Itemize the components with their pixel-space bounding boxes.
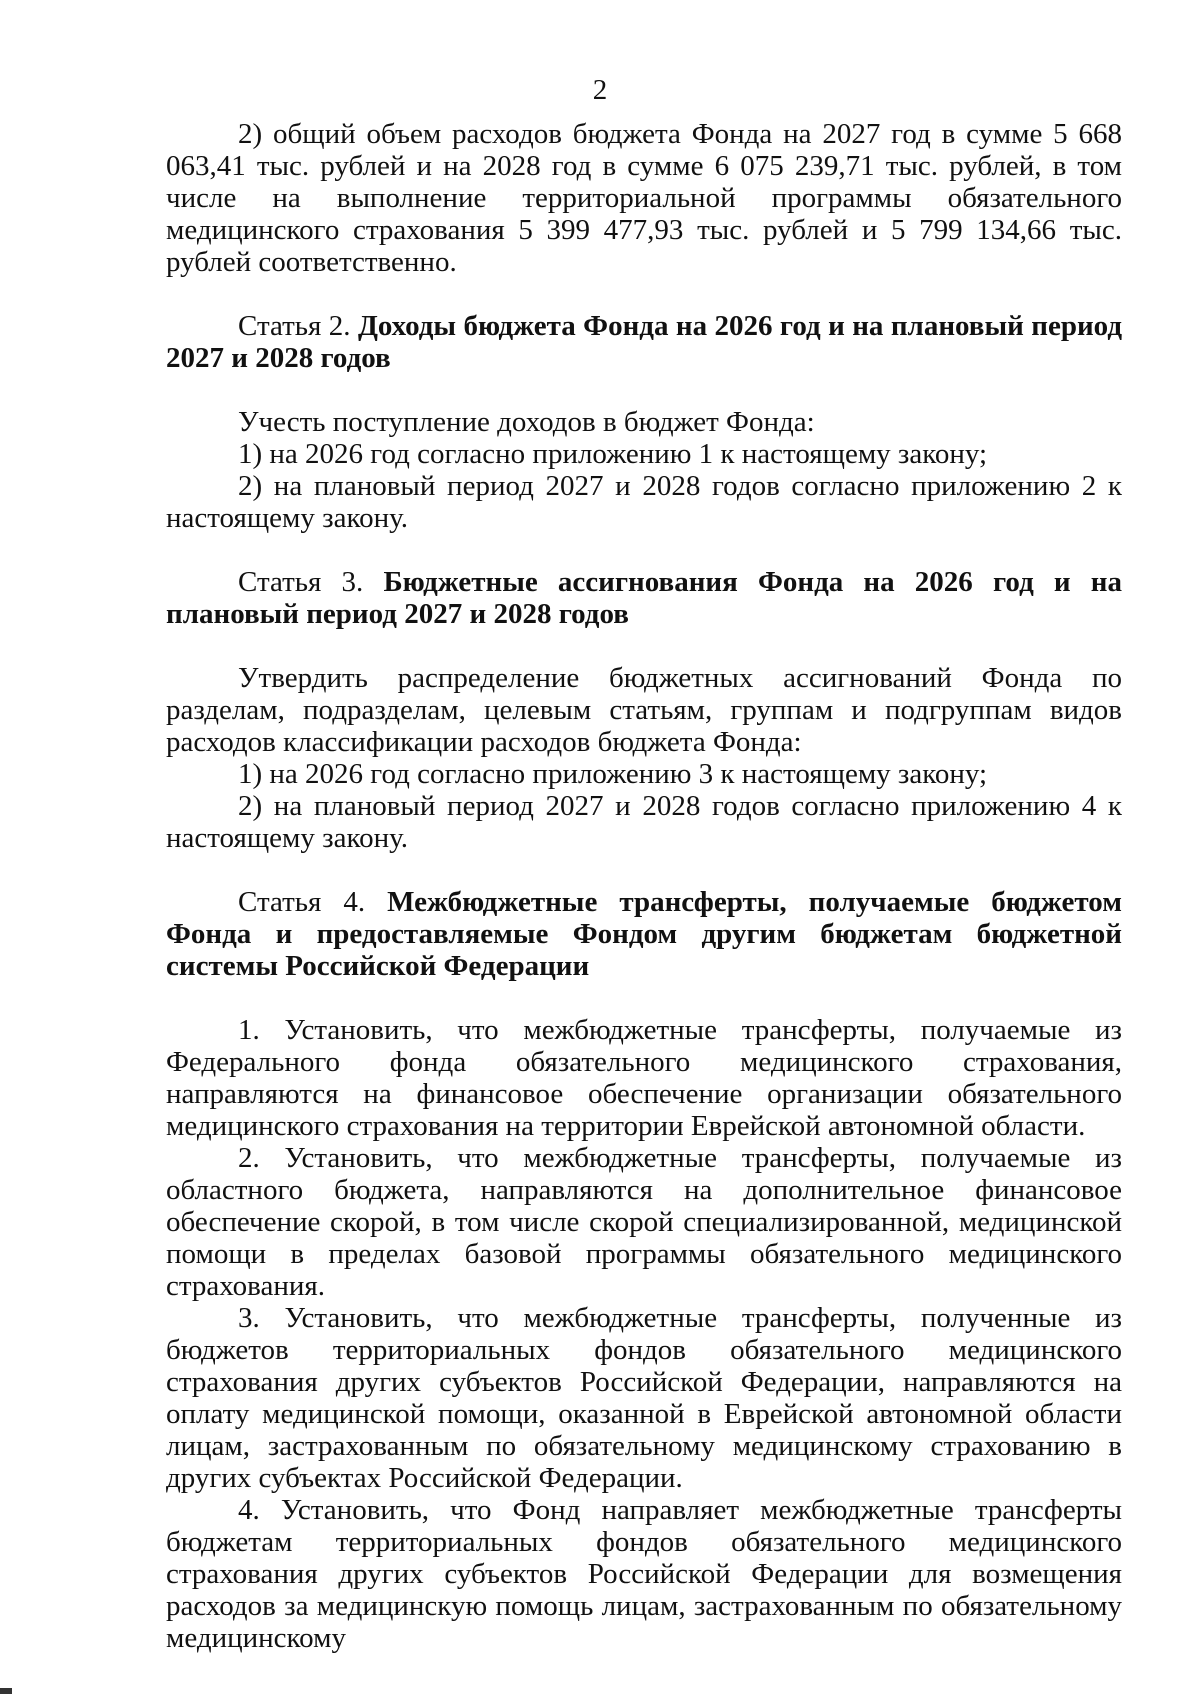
page-number: 2 <box>592 74 608 106</box>
scan-edge-mark <box>0 1688 12 1694</box>
article-4-label: Статья 4. <box>238 886 388 918</box>
article-4-heading <box>166 886 1122 982</box>
article-2-title: Доходы бюджета Фонда на 2026 год и на плановый период 2027 и 2028 годов <box>166 310 1122 374</box>
article-3-item-2: 2) на плановый период 2027 и 2028 годов согласно приложению 4 к настоящему закону. <box>166 790 1122 854</box>
paragraph-total-expenses: 2) общий объем расходов бюджета Фонда на 2027 год в сумме 5 668 063,41 тыс. рублей и на 2028 год в сумме 6 075 239,71 тыс. рублей, в том числе на выполнение территориальной программы обязательного медицинского страхования 5 399 477,93 тыс. рублей и 5 799 134,66 тыс. рублей соответственно. <box>166 118 1122 278</box>
article-2-intro: Учесть поступление доходов в бюджет Фонда: <box>238 406 815 438</box>
article-3-label: Статья 3. <box>238 566 384 598</box>
article-4-point-1: 1. Установить, что межбюджетные трансферты, получаемые из Федерального фонда обязательного медицинского страхования, направляются на финансовое обеспечение организации обязательного медицинского страхования на территории Еврейской автономной области. <box>166 1014 1122 1142</box>
article-3-heading <box>166 566 1122 630</box>
article-3-item-1: 1) на 2026 год согласно приложению 3 к настоящему закону; <box>238 758 988 790</box>
article-4-title: Межбюджетные трансферты, получаемые бюджетом Фонда и предоставляемые Фондом другим бюджетам бюджетной системы Российской Федерации <box>166 886 1122 982</box>
article-2-label: Статья 2. <box>238 310 358 342</box>
article-4-point-4: 4. Установить, что Фонд направляет межбюджетные трансферты бюджетам территориальных фондов обязательного медицинского страхования других субъектов Российской Федерации для возмещения расходов за медицинскую помощь лицам, застрахованным по обязательному медицинскому <box>166 1494 1122 1654</box>
article-4-point-3: 3. Установить, что межбюджетные трансферты, полученные из бюджетов территориальных фондов обязательного медицинского страхования других субъектов Российской Федерации, направляются на оплату медицинской помощи, оказанной в Еврейской автономной области лицам, застрахованным по обязательному медицинскому страхованию в других субъектах Российской Федерации. <box>166 1302 1122 1494</box>
article-4-point-2: 2. Установить, что межбюджетные трансферты, получаемые из областного бюджета, направляются на дополнительное финансовое обеспечение скорой, в том числе скорой специализированной, медицинской помощи в пределах базовой программы обязательного медицинского страхования. <box>166 1142 1122 1302</box>
article-2-heading <box>166 310 1122 374</box>
article-2-item-1: 1) на 2026 год согласно приложению 1 к настоящему закону; <box>238 438 988 470</box>
document-body <box>166 118 1122 1654</box>
article-2-item-2: 2) на плановый период 2027 и 2028 годов согласно приложению 2 к настоящему закону. <box>166 470 1122 534</box>
article-3-title: Бюджетные ассигнования Фонда на 2026 год и на плановый период 2027 и 2028 годов <box>166 566 1122 630</box>
article-3-intro: Утвердить распределение бюджетных ассигнований Фонда по разделам, подразделам, целевым статьям, группам и подгруппам видов расходов классификации расходов бюджета Фонда: <box>166 662 1122 758</box>
